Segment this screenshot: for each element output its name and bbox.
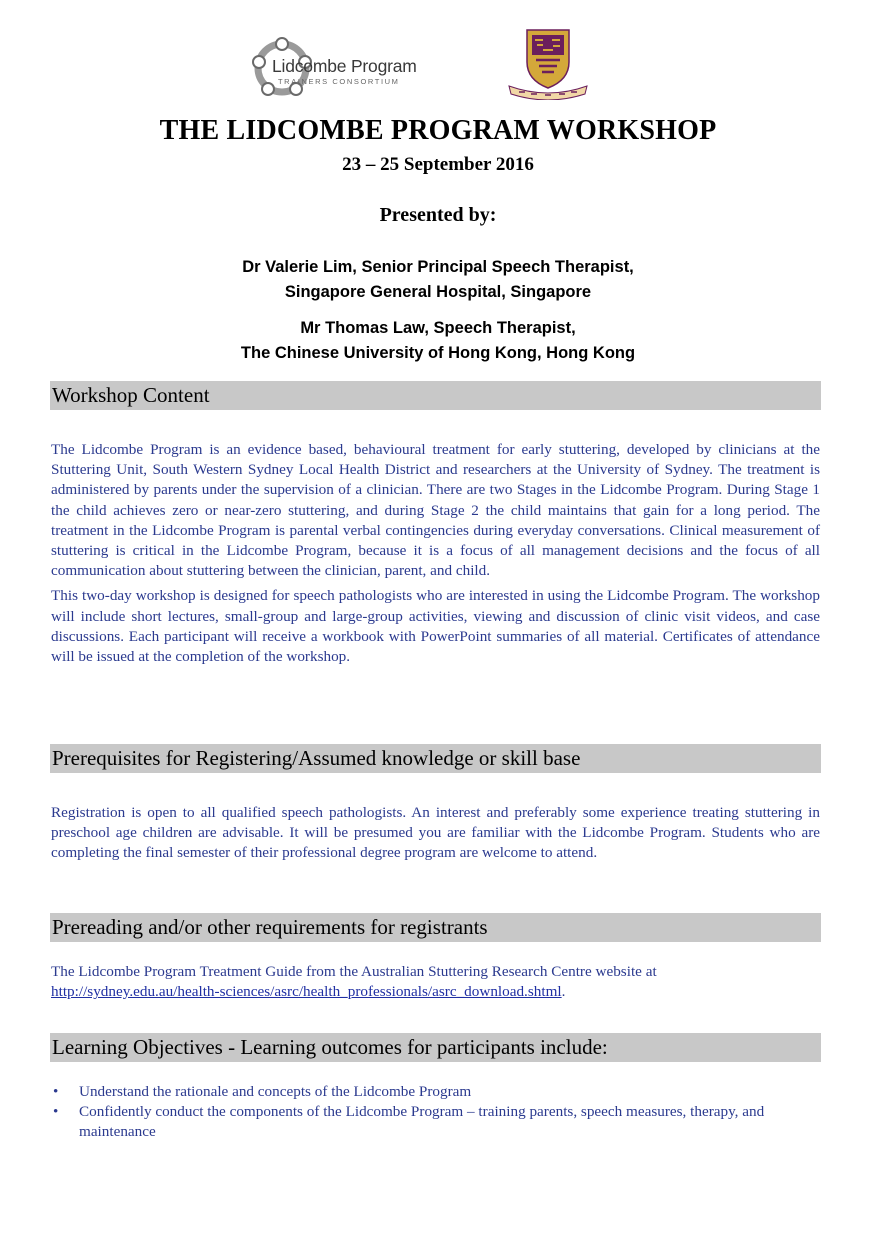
learning-objectives-list <box>51 1082 811 1143</box>
workshop-content-paragraph: This two-day workshop is designed for speech pathologists who are interested in using the Lidcombe Program. The workshop will include short lectures, small-group and large-group activities, viewing and discussion of clinic visit videos, and case discussions. Each participant will receive a workbook with PowerPoint summaries of all material. Certificates of attendance will be issued at the completion of the workshop. <box>51 587 820 666</box>
asrc-download-link[interactable]: http://sydney.edu.au/health-sciences/asrc/health_professionals/asrc_download.shtml <box>51 983 562 1001</box>
header-logos <box>0 28 876 104</box>
objective-text: Understand the rationale and concepts of the Lidcombe Program <box>79 1083 472 1100</box>
prereading-text: The Lidcombe Program Treatment Guide from the Australian Stuttering Research Centre website at <box>51 963 657 980</box>
lidcombe-logo-subtitle: TRAINERS CONSORTIUM <box>278 77 400 86</box>
presented-by-label: Presented by: <box>379 204 497 226</box>
prereading-trail: . <box>561 983 566 1001</box>
workshop-content-body <box>51 440 820 667</box>
workshop-dates: 23 – 25 September 2016 <box>342 154 534 175</box>
page-title: THE LIDCOMBE PROGRAM WORKSHOP <box>159 115 717 146</box>
workshop-content-paragraph: The Lidcombe Program is an evidence based, behavioural treatment for early stuttering, developed by clinicians at the Stuttering Unit, South Western Sydney Local Health District and researchers at the University of Sydney. The treatment is administered by parents under the supervision of a clinician. There are two Stages in the Lidcombe Program. During Stage 1 the child achieves zero or near-zero stuttering, and during Stage 2 the child maintains that gain for a long period. The treatment in the Lidcombe Program is parental verbal contingencies during everyday conversations. Clinical measurement of stuttering is critical in the Lidcombe Program, because it is a focus of all management decisions and the focus of all communication about stuttering between the clinician, parent, and child. <box>51 441 820 580</box>
section-heading-workshop-content: Workshop Content <box>50 381 821 410</box>
lidcombe-logo <box>250 36 430 98</box>
prerequisites-paragraph: Registration is open to all qualified speech pathologists. An interest and preferably some experience treating stuttering in preschool age children are advisable. It will be presumed you are familiar with the Lidcombe Program. Students who are completing the final semester of their professional degree program are welcome to attend. <box>51 804 820 862</box>
university-crest-icon <box>505 28 591 100</box>
presenter-2 <box>0 316 876 366</box>
list-item <box>51 1082 811 1102</box>
bullet: • <box>53 1103 59 1121</box>
presenter-2-role: Mr Thomas Law, Speech Therapist, <box>300 319 576 337</box>
prerequisites-body <box>51 803 820 864</box>
objective-text: Confidently conduct the components of the Lidcombe Program – training parents, speech measures, therapy, and maintenance <box>79 1103 765 1141</box>
bullet: • <box>53 1083 59 1100</box>
prereading-body <box>51 962 820 1002</box>
presenter-1-affiliation: Singapore General Hospital, Singapore <box>284 283 592 301</box>
presenter-2-affiliation: The Chinese University of Hong Kong, Hong Kong <box>240 344 636 362</box>
presenter-1 <box>0 255 876 305</box>
section-heading-prerequisites: Prerequisites for Registering/Assumed knowledge or skill base <box>50 744 821 773</box>
section-heading-learning-objectives: Learning Objectives - Learning outcomes for participants include: <box>50 1033 821 1062</box>
list-item <box>51 1102 811 1142</box>
lidcombe-logo-name: Lidcombe Program <box>272 56 417 76</box>
presenter-1-role: Dr Valerie Lim, Senior Principal Speech Therapist, <box>242 258 634 276</box>
section-heading-prereading: Prereading and/or other requirements for registrants <box>50 913 821 942</box>
